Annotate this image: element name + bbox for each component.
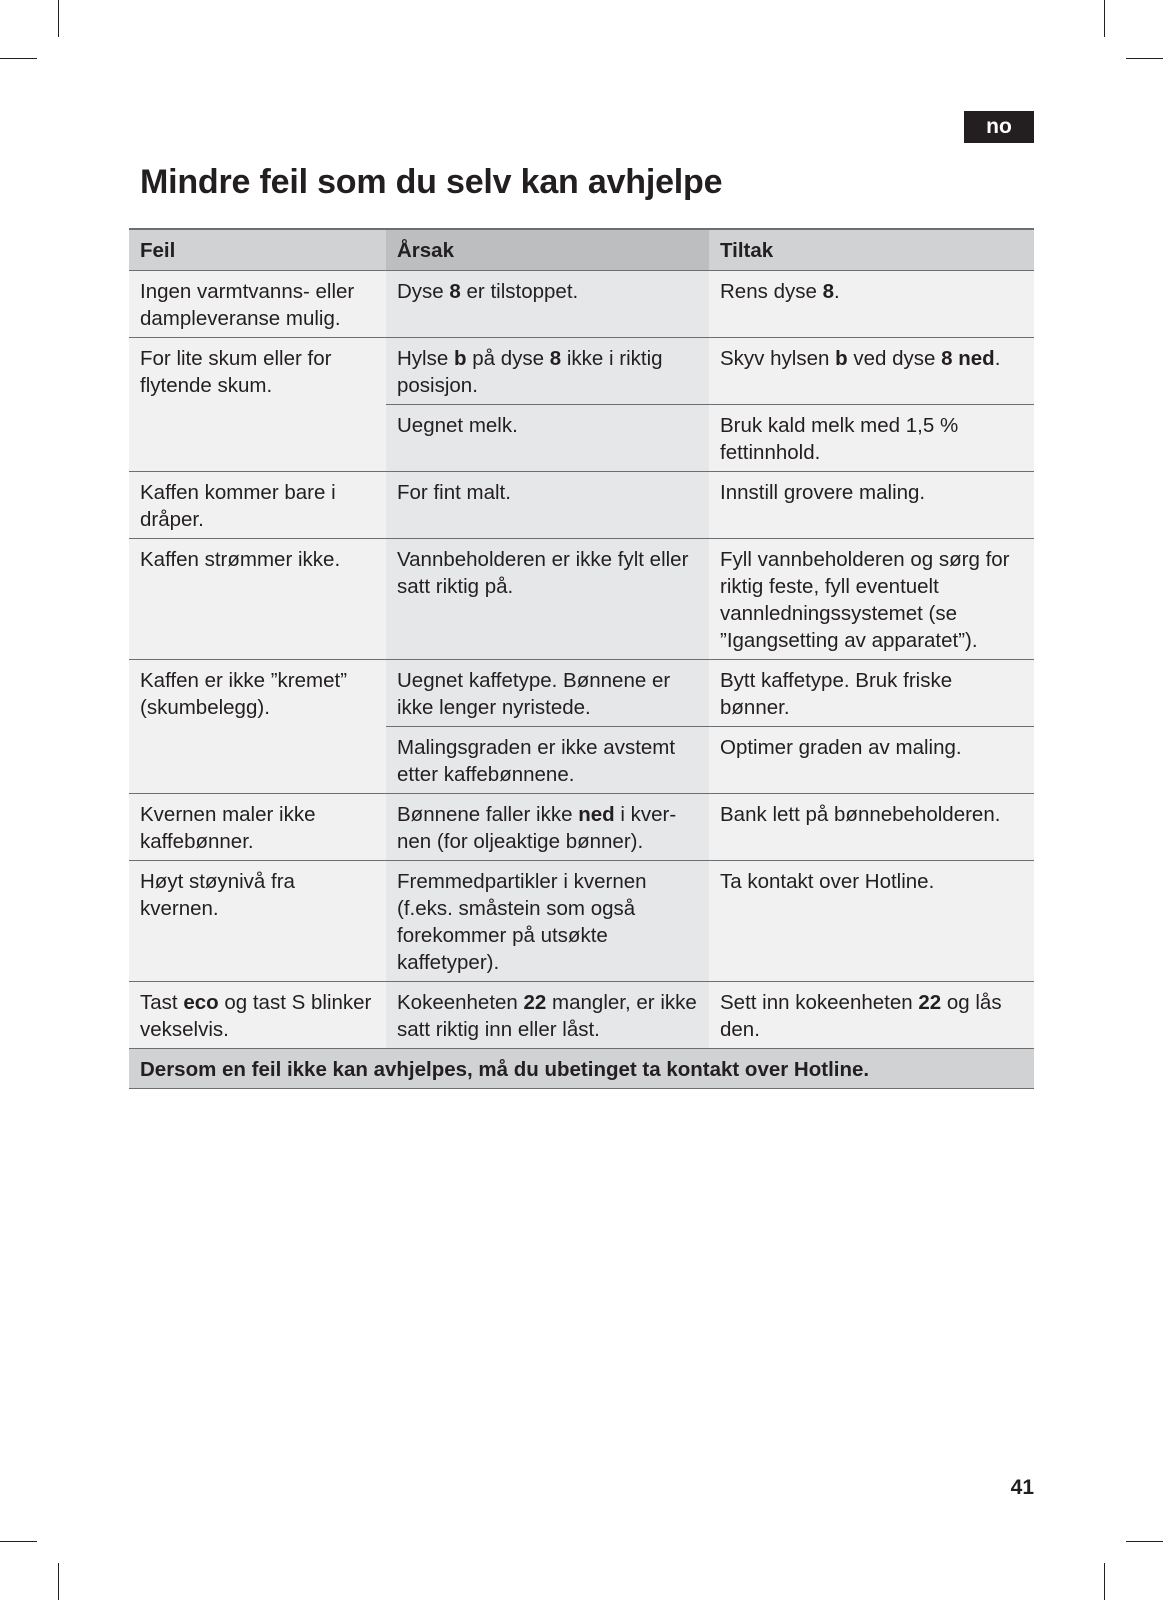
remedy-cell: Optimer graden av maling.: [709, 727, 1034, 794]
remedy-cell: Rens dyse 8.: [709, 271, 1034, 338]
crop-mark: [1104, 0, 1105, 37]
table-row: [129, 539, 1034, 660]
cause-cell: Dyse 8 er tilstoppet.: [386, 271, 709, 338]
crop-mark: [1104, 1563, 1105, 1600]
fault-cell: For lite skum eller for flytende skum.: [129, 338, 386, 472]
cause-cell: Hylse b på dyse 8 ikke i riktig posisjon.: [386, 338, 709, 405]
table-row: [129, 861, 1034, 982]
remedy-cell: Ta kontakt over Hotline.: [709, 861, 1034, 982]
cause-cell: Uegnet kaffetype. Bønnene er ikke lenger nyristede.: [386, 660, 709, 727]
remedy-cell: Bruk kald melk med 1,5 % fettinnhold.: [709, 405, 1034, 472]
fault-cell: Kaffen er ikke ”kremet” (skumbelegg).: [129, 660, 386, 794]
cause-cell: Bønnene faller ikke ned i kver-nen (for oljeaktige bønner).: [386, 794, 709, 861]
page-title: Mindre feil som du selv kan avhjelpe: [140, 163, 723, 201]
table-row: [129, 472, 1034, 539]
remedy-cell: Sett inn kokeenheten 22 og lås den.: [709, 982, 1034, 1049]
crop-mark: [1126, 1541, 1163, 1542]
cause-cell: Vannbeholderen er ikke fylt eller satt riktig på.: [386, 539, 709, 660]
table-row: [129, 660, 1034, 727]
remedy-cell: Fyll vannbeholderen og sørg for riktig feste, fyll eventuelt vannledningssystemet (se ”Igangsetting av apparatet”).: [709, 539, 1034, 660]
crop-mark: [0, 58, 37, 59]
fault-cell: Kvernen maler ikke kaffebønner.: [129, 794, 386, 861]
fault-cell: Ingen varmtvanns- eller dampleveranse mulig.: [129, 271, 386, 338]
column-header-tiltak: Tiltak: [709, 229, 1034, 271]
cause-cell: For fint malt.: [386, 472, 709, 539]
crop-mark: [0, 1541, 37, 1542]
crop-mark: [1126, 58, 1163, 59]
fault-cell: Høyt støynivå fra kvernen.: [129, 861, 386, 982]
table-row: [129, 982, 1034, 1049]
remedy-cell: Skyv hylsen b ved dyse 8 ned.: [709, 338, 1034, 405]
fault-cell: Kaffen strømmer ikke.: [129, 539, 386, 660]
table-header-row: [129, 229, 1034, 271]
fault-cell: Tast eco og tast S blinker vekselvis.: [129, 982, 386, 1049]
crop-mark: [58, 1563, 59, 1600]
remedy-cell: Bytt kaffetype. Bruk friske bønner.: [709, 660, 1034, 727]
column-header-feil: Feil: [129, 229, 386, 271]
table-footer-row: [129, 1049, 1034, 1089]
cause-cell: Uegnet melk.: [386, 405, 709, 472]
language-tab: no: [964, 111, 1034, 143]
hotline-note: Dersom en feil ikke kan avhjelpes, må du ubetinget ta kontakt over Hotline.: [129, 1049, 1034, 1089]
fault-cell: Kaffen kommer bare i dråper.: [129, 472, 386, 539]
cause-cell: Kokeenheten 22 mangler, er ikke satt riktig inn eller låst.: [386, 982, 709, 1049]
troubleshooting-table: [129, 228, 1034, 1089]
cause-cell: Malingsgraden er ikke avstemt etter kaffebønnene.: [386, 727, 709, 794]
table-row: [129, 338, 1034, 405]
cause-cell: Fremmedpartikler i kvernen (f.eks. småstein som også forekommer på utsøkte kaffetyper).: [386, 861, 709, 982]
remedy-cell: Innstill grovere maling.: [709, 472, 1034, 539]
crop-mark: [58, 0, 59, 37]
table-row: [129, 794, 1034, 861]
page-number: 41: [1010, 1476, 1034, 1499]
table-row: [129, 271, 1034, 338]
column-header-aarsak: Årsak: [386, 229, 709, 271]
remedy-cell: Bank lett på bønnebeholderen.: [709, 794, 1034, 861]
